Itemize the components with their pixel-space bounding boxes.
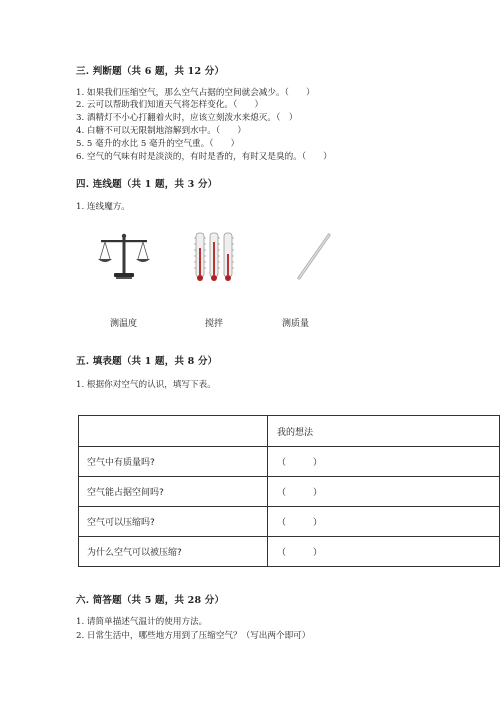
question-6-2: 2. 日常生活中，哪些地方用到了压缩空气？（写出两个即可） bbox=[76, 631, 311, 641]
question-3-5: 5. 5 毫升的水比 5 毫升的空气重。（ ） bbox=[76, 139, 240, 149]
section-3-title: 三. 判断题（共 6 题，共 12 分） bbox=[76, 66, 225, 77]
table-header-cell: 我的想法 bbox=[268, 416, 500, 447]
label-stir: 搅拌 bbox=[205, 319, 224, 329]
glass-rod-icon bbox=[294, 232, 334, 282]
table-row bbox=[79, 477, 500, 507]
section-5-title: 五. 填表题（共 1 题，共 8 分） bbox=[76, 356, 218, 367]
label-measure-mass: 测质量 bbox=[282, 319, 310, 329]
section-5-instruction: 1. 根据你对空气的认识，填写下表。 bbox=[76, 380, 216, 390]
question-3-1: 1. 如果我们压缩空气，那么空气占据的空间就会减少。（ ） bbox=[76, 88, 315, 98]
question-3-2: 2. 云可以帮助我们知道天气将怎样变化。（ ） bbox=[76, 100, 264, 110]
table-cell-question: 空气可以压缩吗? bbox=[79, 507, 268, 537]
table-cell-answer[interactable]: （ ） bbox=[268, 447, 500, 477]
section-6-title: 六. 简答题（共 5 题，共 28 分） bbox=[76, 595, 225, 606]
table-cell-answer[interactable]: （ ） bbox=[268, 477, 500, 507]
table-cell-answer[interactable]: （ ） bbox=[268, 537, 500, 567]
balance-scale-icon bbox=[96, 232, 152, 280]
table-cell-question: 为什么空气可以被压缩? bbox=[79, 537, 268, 567]
table-header-cell bbox=[79, 416, 268, 447]
table-cell-question: 空气能占据空间吗? bbox=[79, 477, 268, 507]
table-cell-answer[interactable]: （ ） bbox=[268, 507, 500, 537]
question-3-6: 6. 空气的气味有时是淡淡的，有时是香的，有时又是臭的。（ ） bbox=[76, 152, 332, 162]
question-3-3: 3. 酒精灯不小心打翻着火时，应该立刻泼水来熄灭。（ ） bbox=[76, 113, 298, 123]
question-6-1: 1. 请简单描述气温计的使用方法。 bbox=[76, 617, 208, 627]
fill-in-table bbox=[78, 415, 500, 567]
table-header-row bbox=[79, 416, 500, 447]
question-3-4: 4. 白糖不可以无限制地溶解到水中。（ ） bbox=[76, 126, 246, 136]
thermometers-icon bbox=[193, 230, 243, 286]
section-4-instruction: 1. 连线魔方。 bbox=[76, 202, 130, 212]
table-row bbox=[79, 447, 500, 477]
label-measure-temperature: 测温度 bbox=[110, 319, 138, 329]
section-4-title: 四. 连线题（共 1 题，共 3 分） bbox=[76, 179, 218, 190]
table-cell-question: 空气中有质量吗? bbox=[79, 447, 268, 477]
table-row bbox=[79, 537, 500, 567]
table-row bbox=[79, 507, 500, 537]
